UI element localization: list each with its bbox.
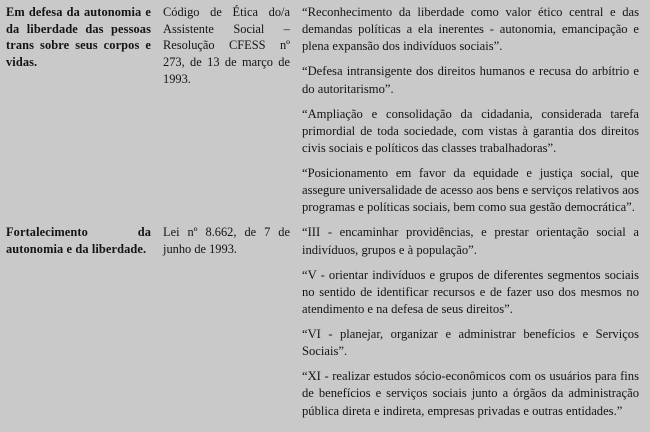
table-row xyxy=(0,0,645,59)
excerpt-text: “III - encaminhar providências, e prestar orientação social a indivíduos, grupos e à população”. xyxy=(302,225,639,257)
excerpt-cell-1-2 xyxy=(296,59,645,101)
excerpt-cell-1-1 xyxy=(296,0,645,59)
excerpt-text: “V - orientar indivíduos e grupos de diferentes segmentos sociais no sentido de identificar recursos e de fazer uso dos mesmos no atendimento e na defesa de seus direitos”. xyxy=(302,267,639,316)
bottom-edge-col-3 xyxy=(296,424,645,432)
bottom-edge-col-2 xyxy=(157,424,296,432)
source-text: Lei nº 8.662, de 7 de junho de 1993. xyxy=(163,225,290,257)
excerpt-cell-2-3 xyxy=(296,322,645,364)
theme-cell-section-1 xyxy=(0,0,157,220)
bottom-edge-col-1 xyxy=(0,424,157,432)
excerpt-cell-1-3 xyxy=(296,102,645,161)
theme-cell-section-2 xyxy=(0,220,157,423)
excerpt-cell-1-4 xyxy=(296,161,645,220)
excerpt-cell-2-2 xyxy=(296,263,645,322)
theme-text: Fortalecimento da autonomia e da liberdade. xyxy=(6,225,151,257)
excerpt-text: “Defesa intransigente dos direitos humanos e recusa do arbítrio e do autoritarismo”. xyxy=(302,64,639,96)
excerpt-text: “Reconhecimento da liberdade como valor ético central e das demandas políticas a ela inerentes - autonomia, emancipação e plena expansão dos indivíduos sociais”. xyxy=(302,5,639,54)
excerpt-text: “VI - planejar, organizar e administrar benefícios e Serviços Sociais”. xyxy=(302,327,639,359)
excerpt-text: “Posicionamento em favor da equidade e justiça social, que assegure universalidade de acesso aos bens e serviços relativos aos programas e políticas sociais, bem como sua gestão democrática”. xyxy=(302,166,639,215)
table-bottom-edge xyxy=(0,424,645,432)
source-cell-section-2 xyxy=(157,220,296,423)
excerpt-cell-2-4 xyxy=(296,364,645,423)
table-row xyxy=(0,220,645,262)
source-cell-section-1 xyxy=(157,0,296,220)
excerpt-cell-2-1 xyxy=(296,220,645,262)
excerpt-text: “XI - realizar estudos sócio-econômicos com os usuários para fins de benefícios e serviços sociais junto a órgãos da administração pública direta e indireta, empresas privadas e outras entidades.” xyxy=(302,369,639,418)
source-text: Código de Ética do/a Assistente Social – Resolução CFESS nº 273, de 13 de março de 1993. xyxy=(163,5,290,86)
theme-text: Em defesa da autonomia e da liberdade das pessoas trans sobre seus corpos e vidas. xyxy=(6,5,151,70)
excerpt-text: “Ampliação e consolidação da cidadania, considerada tarefa primordial de toda sociedade, com vistas à garantia dos direitos civis sociais e políticos das classes trabalhadoras”. xyxy=(302,106,639,155)
